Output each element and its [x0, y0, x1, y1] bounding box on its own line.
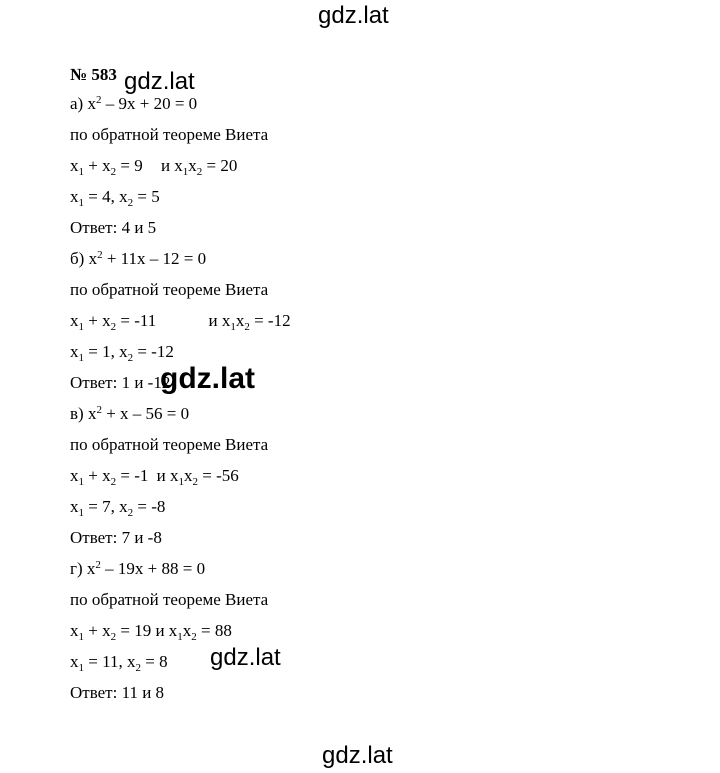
part-label: б) [70, 249, 85, 268]
theorem-line: по обратной теореме Виета [70, 435, 269, 454]
root-1: 7 [102, 497, 111, 516]
root-2: -8 [151, 497, 166, 516]
roots-product: -56 [216, 466, 239, 485]
root-2: 12 [156, 342, 174, 361]
answer-c: Ответ: 7 и -8 [70, 528, 162, 547]
watermark-head: gdz.lat [124, 68, 195, 95]
coef-b: 19x [117, 559, 144, 578]
coef-c: 12 [162, 249, 180, 268]
equation-d: г) $x^2 - 19x + 88 = 0$ [70, 559, 206, 578]
root-1: 1 [102, 342, 111, 361]
conjunction: и [156, 466, 166, 485]
watermark-middle: gdz.lat [160, 362, 255, 395]
roots-sum: 19 [134, 621, 152, 640]
roots-product: 20 [220, 156, 238, 175]
sign: + [106, 404, 116, 423]
equation-b: б) $x^2 + 11x - 12 = 0$ [70, 249, 207, 268]
equation-a: а) $x^2 - 9x + 20 = 0$ [70, 94, 198, 113]
part-label: в) [70, 404, 84, 423]
theorem-line: по обратной теореме Виета [70, 280, 269, 299]
sign: + [139, 94, 150, 113]
sign: – [105, 94, 115, 113]
watermark-top: gdz.lat [318, 2, 389, 29]
watermark-bottom: gdz.lat [322, 742, 393, 769]
sign: + [147, 559, 158, 578]
root-1: 4 [102, 187, 111, 206]
theorem-line: по обратной теореме Виета [70, 125, 269, 144]
equation-c: в) $x^2 + x - 56 = 0$ [70, 404, 190, 423]
root-2: 5 [151, 187, 160, 206]
conjunction: и [155, 621, 165, 640]
answer-a: Ответ: 4 и 5 [70, 218, 157, 237]
answer-b: Ответ: 1 и -12 [70, 373, 171, 392]
roots-a: $x_1 = 4$, $x_2 = 5$ [70, 187, 160, 209]
root-2: 8 [159, 652, 168, 671]
part-label: г) [70, 559, 83, 578]
part-label: а) [70, 94, 84, 113]
coef-b: x [120, 404, 129, 423]
roots-b: $x_1 = 1$, $x_2 = -12$ [70, 342, 174, 364]
conjunction: и [160, 156, 171, 175]
root-1: 11 [102, 652, 119, 671]
sign: – [132, 404, 142, 423]
conjunction: и [208, 311, 218, 330]
roots-product: 88 [214, 621, 232, 640]
vieta-relations-b: $x_1 + x_2 = -11$ и $x_1x_2 = -12$ [70, 311, 291, 333]
coef-c: 20 [153, 94, 171, 113]
roots-c: $x_1 = 7$, $x_2 = -8$ [70, 497, 166, 519]
sign: + [106, 249, 117, 268]
task-number: № 583 [70, 65, 117, 84]
vieta-relations-c: $x_1 + x_2 = -1$ и $x_1x_2 = -56$ [70, 466, 239, 488]
sign: – [149, 249, 159, 268]
coef-c: 56 [145, 404, 163, 423]
roots-d: $x_1 = 11$, $x_2 = 8$ [70, 652, 168, 674]
coef-c: 88 [161, 559, 179, 578]
vieta-relations-a: $x_1 + x_2 = 9$ и $x_1x_2 = 20$ [70, 156, 238, 178]
coef-b: 9x [118, 94, 136, 113]
theorem-line: по обратной теореме Виета [70, 590, 269, 609]
coef-b: 11x [120, 249, 146, 268]
roots-sum: -1 [134, 466, 149, 485]
answer-d: Ответ: 11 и 8 [70, 683, 165, 702]
watermark-low: gdz.lat [210, 644, 281, 671]
roots-product: -12 [267, 311, 291, 330]
roots-sum: 9 [134, 156, 143, 175]
roots-sum: -11 [134, 311, 157, 330]
vieta-relations-d: $x_1 + x_2 = 19$ и $x_1x_2 = 88$ [70, 621, 232, 643]
sign: – [105, 559, 114, 578]
